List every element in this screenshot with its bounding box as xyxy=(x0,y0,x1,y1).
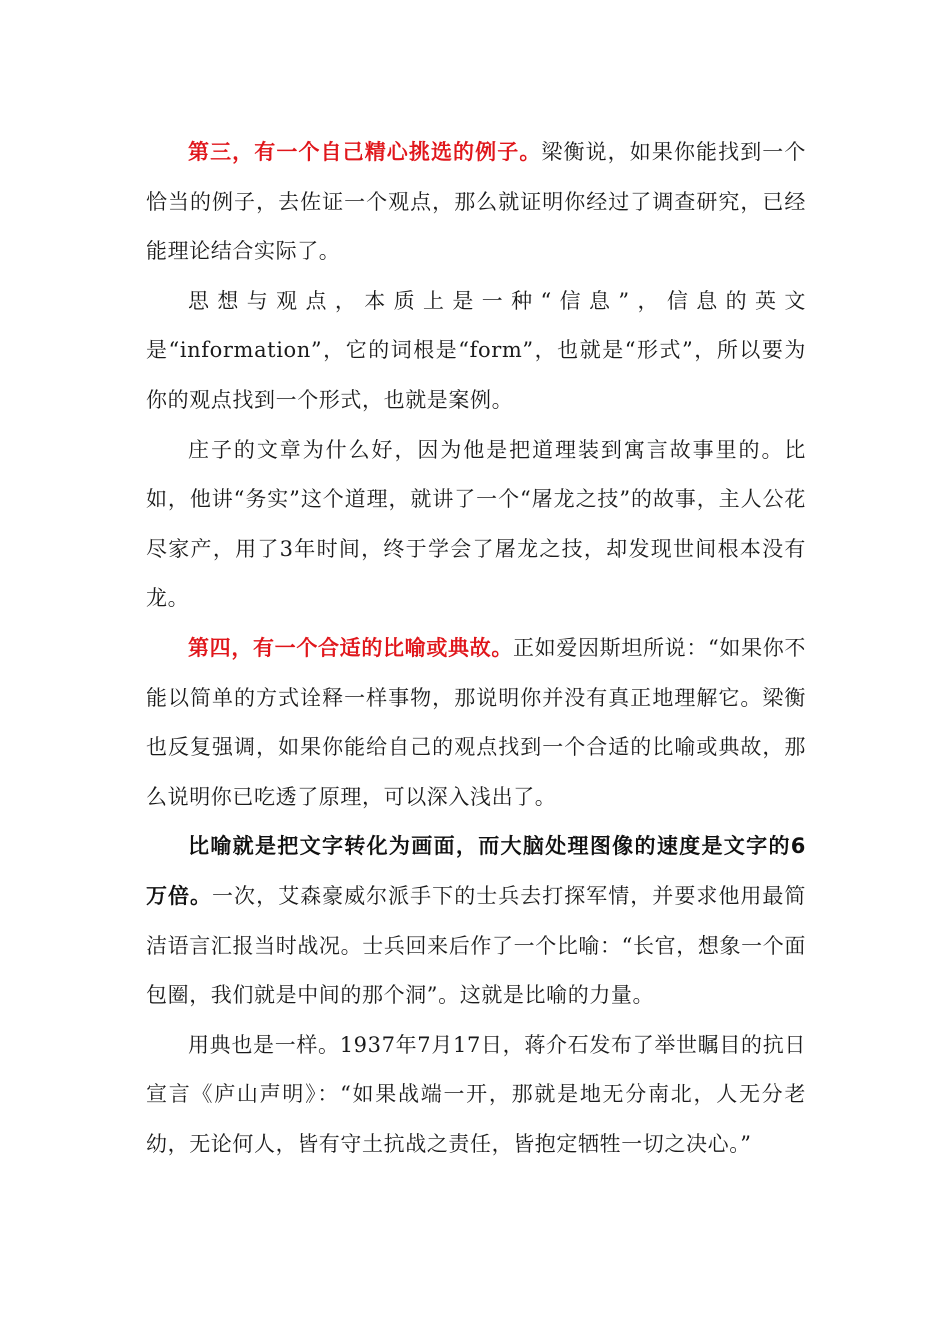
paragraph-5-heading: 比喻就是把文字转化为画面，而大脑处理图像的速度是文字的6万倍。 xyxy=(146,834,806,908)
paragraph-4-text: 正如爱因斯坦所说：“如果你不能以简单的方式诠释一样事物，那说明你并没有真正地理解它。梁衡也反复强调，如果你能给自己的观点找到一个合适的比喻或典故，那么说明你已吃透了原理，可以深入浅出了。 xyxy=(146,635,806,809)
document-body xyxy=(146,128,806,1169)
paragraph-1 xyxy=(146,128,806,277)
paragraph-5 xyxy=(146,822,806,1020)
paragraph-2-text: 思想与观点，本质上是一种“信息”，信息的英文是“information”，它的词根是“form”，也就是“形式”，所以要为你的观点找到一个形式，也就是案例。 xyxy=(146,288,806,412)
paragraph-1-heading: 第三，有一个自己精心挑选的例子。 xyxy=(188,140,542,164)
paragraph-3 xyxy=(146,426,806,624)
paragraph-4-heading: 第四，有一个合适的比喻或典故。 xyxy=(188,635,513,660)
paragraph-5-text: 一次，艾森豪威尔派手下的士兵去打探军情，并要求他用最简洁语言汇报当时战况。士兵回来后作了一个比喻：“长官，想象一个面包圈，我们就是中间的那个洞”。这就是比喻的力量。 xyxy=(146,883,806,1008)
paragraph-3-text: 庄子的文章为什么好，因为他是把道理装到寓言故事里的。比如，他讲“务实”这个道理，就讲了一个“屠龙之技”的故事，主人公花尽家产，用了3年时间，终于学会了屠龙之技，却发现世间根本没有龙。 xyxy=(146,437,806,611)
paragraph-6-text: 用典也是一样。1937年7月17日，蒋介石发布了举世瞩目的抗日宣言《庐山声明》：“如果战端一开，那就是地无分南北，人无分老幼，无论何人，皆有守土抗战之责任，皆抱定牺牲一切之决心。” xyxy=(146,1032,806,1156)
paragraph-6 xyxy=(146,1021,806,1170)
paragraph-1-text: 梁衡说，如果你能找到一个恰当的例子，去佐证一个观点，那么就证明你经过了调查研究，已经能理论结合实际了。 xyxy=(146,140,806,264)
paragraph-2 xyxy=(146,277,806,426)
paragraph-4 xyxy=(146,624,806,822)
